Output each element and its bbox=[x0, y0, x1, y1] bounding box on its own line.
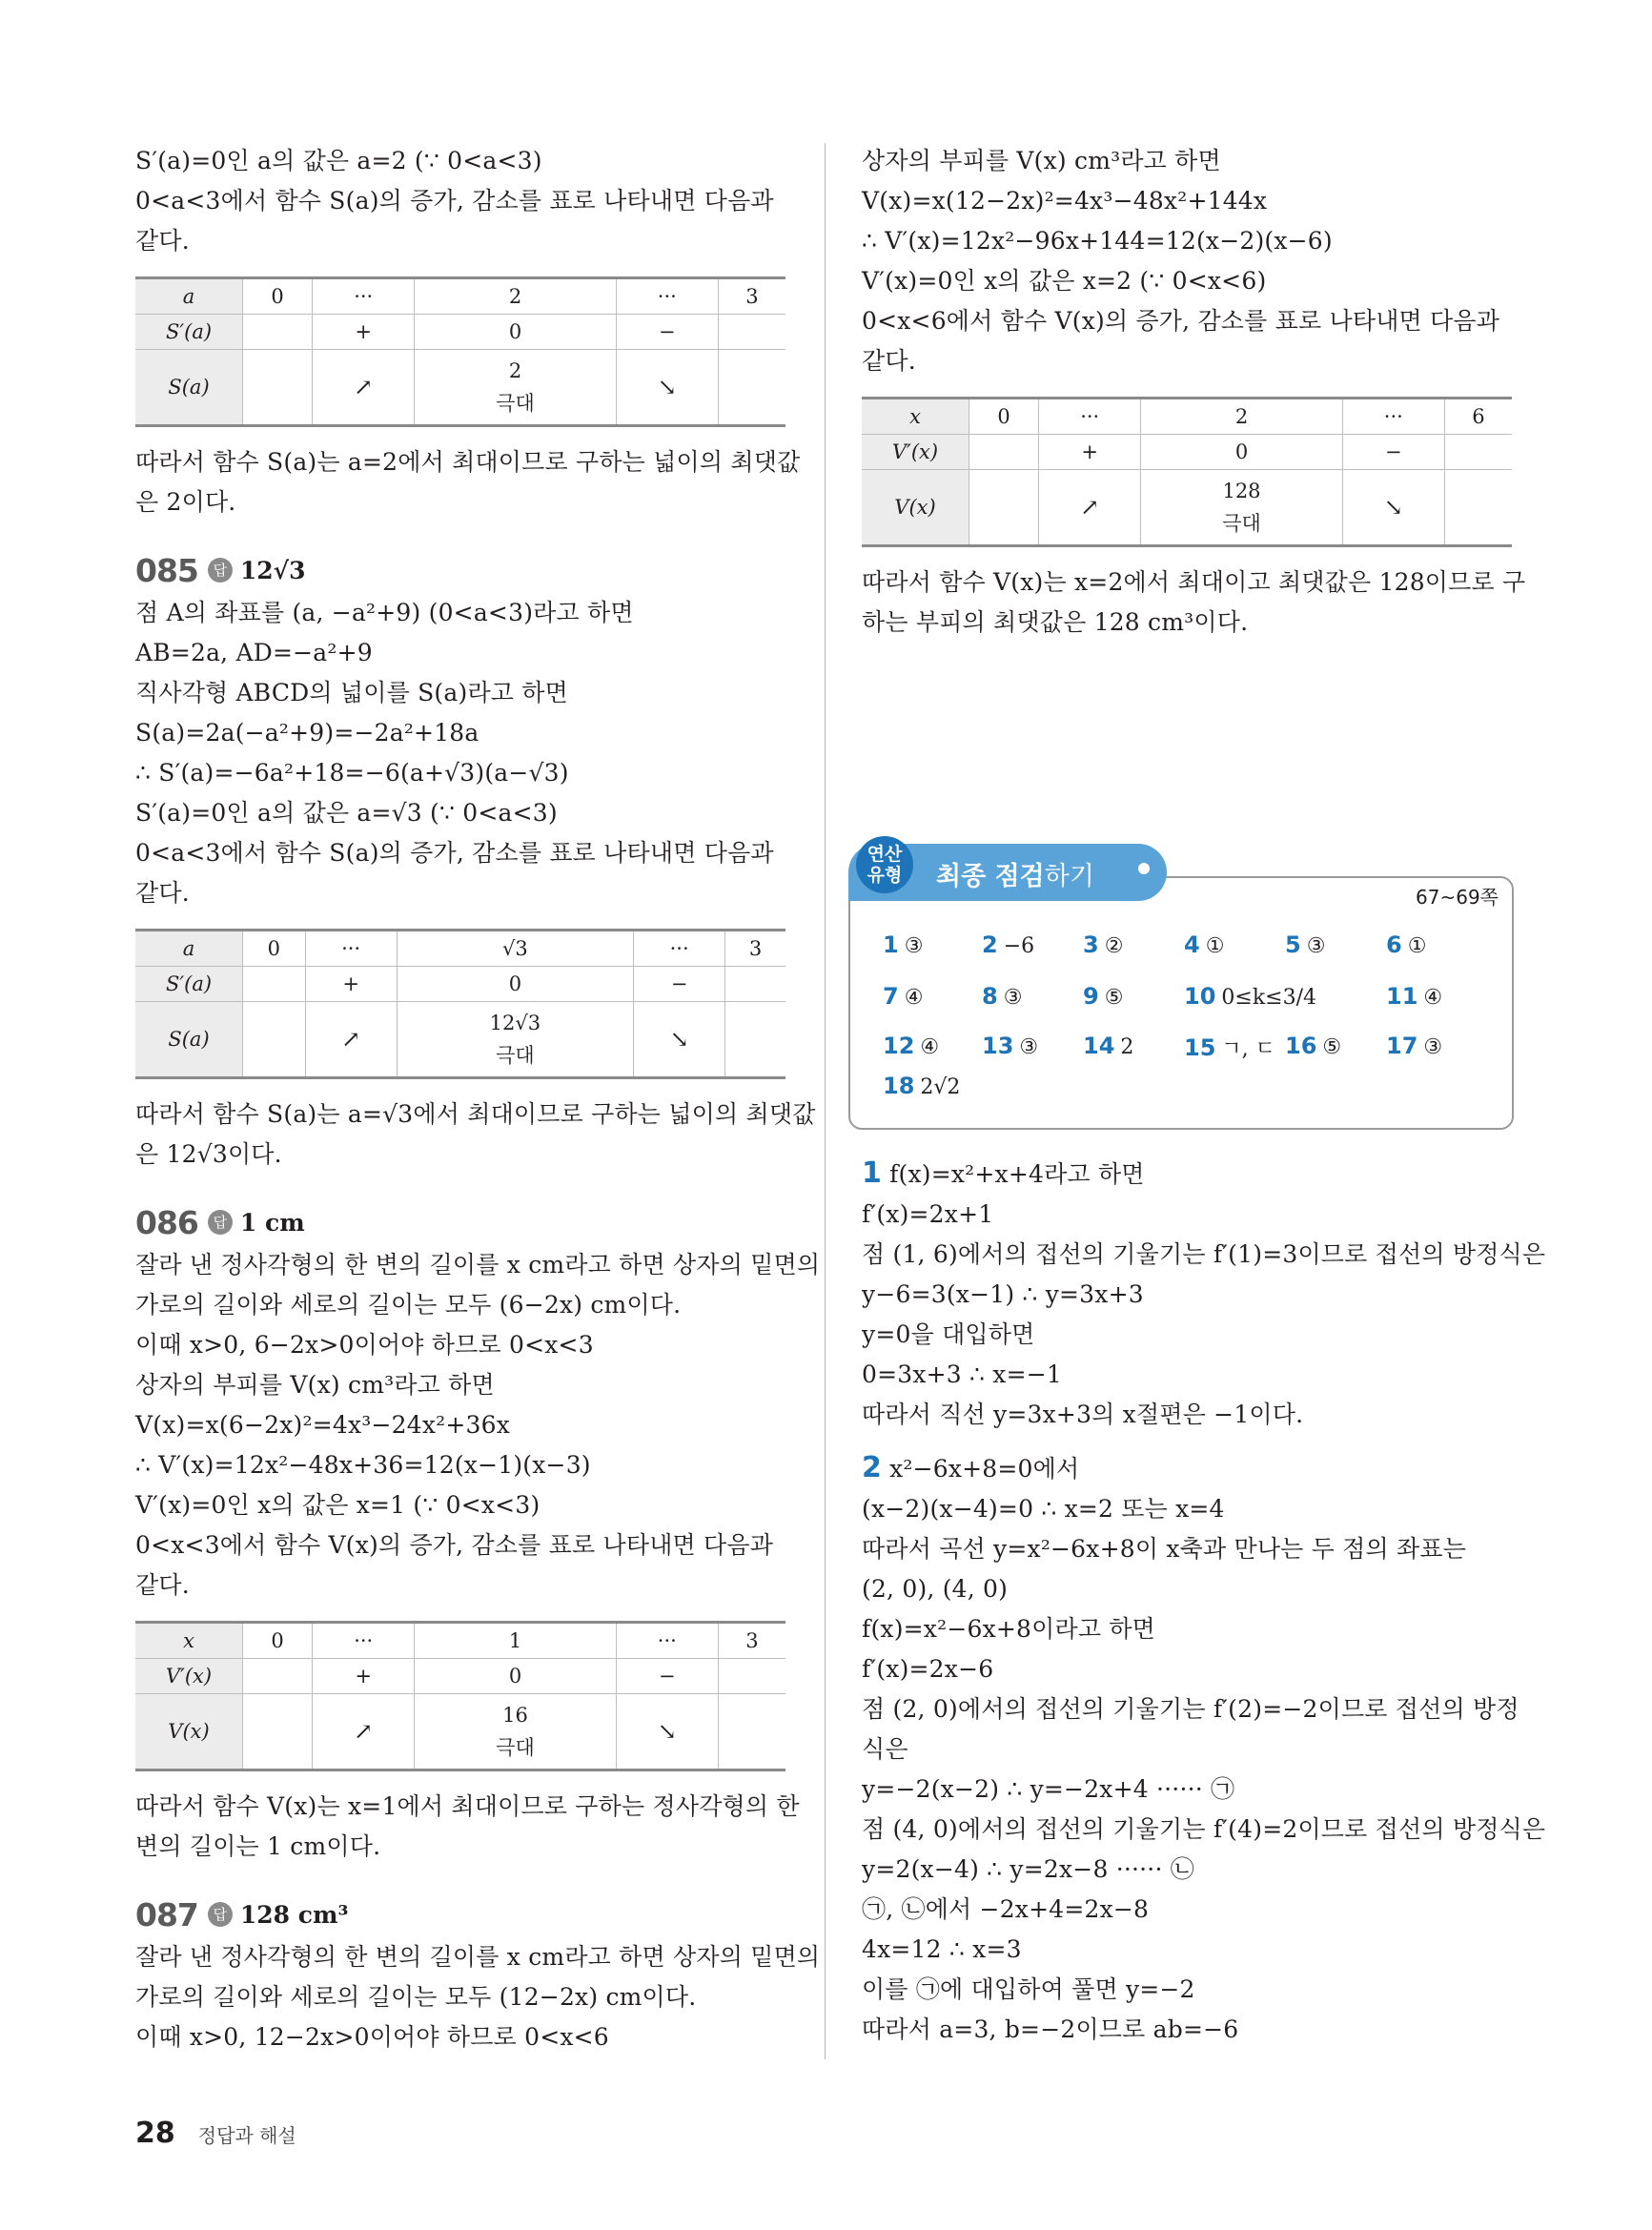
answer-item bbox=[1285, 1033, 1341, 1059]
table-cell: 3 bbox=[725, 931, 785, 967]
text-line: 점 (2, 0)에서의 접선의 기울기는 f′(2)=−2이므로 접선의 방정 bbox=[862, 1695, 1519, 1723]
solutions-column bbox=[862, 1154, 1546, 2050]
text-line: ∴ V′(x)=12x²−48x+36=12(x−1)(x−3) bbox=[135, 1451, 591, 1479]
answer-item bbox=[1184, 1033, 1275, 1062]
answer-number: 15 bbox=[1184, 1034, 1216, 1061]
answer-value: ③ bbox=[904, 934, 924, 958]
answer-value: ⑤ bbox=[1104, 986, 1124, 1010]
final-check-title bbox=[936, 855, 1094, 892]
table-cell: 0 bbox=[243, 278, 313, 315]
text-line: 하는 부피의 최댓값은 128 cm³이다. bbox=[862, 608, 1249, 636]
table-cell: S(a) bbox=[135, 350, 243, 426]
text-line: 같다. bbox=[135, 227, 190, 255]
left-column bbox=[135, 141, 821, 2057]
answer-value: ① bbox=[1407, 934, 1427, 958]
table-cell bbox=[718, 315, 785, 350]
text-line: 0<a<3에서 함수 S(a)의 증가, 감소를 표로 나타내면 다음과 bbox=[135, 187, 774, 215]
table-cell: + bbox=[313, 1659, 415, 1694]
text-line: 점 (4, 0)에서의 접선의 기울기는 f′(4)=2이므로 접선의 방정식은 bbox=[862, 1815, 1546, 1843]
answer-item bbox=[1083, 1033, 1133, 1059]
text-line: ∴ V′(x)=12x²−96x+144=12(x−2)(x−6) bbox=[862, 227, 1333, 255]
table-cell bbox=[969, 435, 1039, 470]
table-cell bbox=[718, 1694, 785, 1770]
answer-value: 2 bbox=[1120, 1035, 1134, 1059]
text-line: 이때 x>0, 6−2x>0이어야 하므로 0<x<3 bbox=[135, 1331, 594, 1359]
answer-value: ③ bbox=[1423, 1035, 1443, 1059]
table-cell bbox=[1444, 470, 1512, 546]
increase-arrow-icon: ↗ bbox=[1039, 470, 1141, 546]
text-line: 가로의 길이와 세로의 길이는 모두 (6−2x) cm이다. bbox=[135, 1291, 682, 1319]
solution-1-first-line bbox=[862, 1154, 1518, 1195]
variation-table-085 bbox=[135, 929, 785, 1079]
text-line: 식은 bbox=[862, 1735, 908, 1763]
increase-arrow-icon: ↗ bbox=[305, 1002, 397, 1078]
answer-number: 14 bbox=[1083, 1033, 1115, 1059]
answer-value: ① bbox=[1205, 934, 1225, 958]
answer-item bbox=[883, 1033, 939, 1059]
text-line: (x−2)(x−4)=0 ∴ x=2 또는 x=4 bbox=[862, 1495, 1225, 1523]
text-line: 잘라 낸 정사각형의 한 변의 길이를 x cm라고 하면 상자의 밑면의 bbox=[135, 1251, 821, 1279]
text-line: 잘라 낸 정사각형의 한 변의 길이를 x cm라고 하면 상자의 밑면의 bbox=[135, 1943, 821, 1971]
page-footer bbox=[135, 2117, 296, 2150]
text-line: 은 2이다. bbox=[135, 488, 236, 516]
title-bold: 최종 점검 bbox=[936, 862, 1045, 891]
answer-item bbox=[883, 931, 923, 958]
answer-value: ④ bbox=[1423, 986, 1443, 1010]
table-cell: 2 bbox=[415, 278, 616, 315]
table-cell: 0 bbox=[243, 931, 306, 967]
answer-item bbox=[1386, 983, 1442, 1010]
table-cell: 0 bbox=[969, 399, 1039, 435]
text-line: V′(x)=0인 x의 값은 x=2 (∵ 0<x<6) bbox=[862, 267, 1267, 295]
text-line: 4x=12 ∴ x=3 bbox=[862, 1935, 1022, 1963]
answer-number: 5 bbox=[1285, 931, 1301, 958]
answer-value: ③ bbox=[1003, 986, 1023, 1010]
max-label: 극대 bbox=[496, 392, 535, 415]
table-cell-max bbox=[1141, 470, 1342, 546]
text-line: V′(x)=0인 x의 값은 x=1 (∵ 0<x<3) bbox=[135, 1491, 540, 1519]
answer-number: 11 bbox=[1386, 983, 1418, 1010]
max-value: 128 bbox=[1222, 480, 1261, 502]
text-line: S′(a)=0인 a의 값은 a=√3 (∵ 0<a<3) bbox=[135, 799, 558, 827]
text-line: ∴ S′(a)=−6a²+18=−6(a+√3)(a−√3) bbox=[135, 759, 569, 787]
answer-value: ④ bbox=[904, 986, 924, 1010]
footer-title: 정답과 해설 bbox=[197, 2124, 296, 2147]
answer-item bbox=[1184, 931, 1224, 958]
text-line: 따라서 함수 V(x)는 x=2에서 최대이고 최댓값은 128이므로 구 bbox=[862, 568, 1526, 596]
text-line: y=2(x−4) ∴ y=2x−8 ······ ㉡ bbox=[862, 1855, 1194, 1883]
decrease-arrow-icon: ↘ bbox=[616, 350, 718, 426]
table-cell: ··· bbox=[313, 1623, 415, 1659]
text-line: 따라서 a=3, b=−2이므로 ab=−6 bbox=[862, 2015, 1239, 2043]
text-line: AB=2a, AD=−a²+9 bbox=[135, 639, 373, 666]
text-line: f(x)=x²−6x+8이라고 하면 bbox=[862, 1615, 1156, 1643]
answer-number: 3 bbox=[1083, 931, 1099, 958]
max-value: 12√3 bbox=[489, 1012, 541, 1034]
answer-value: ③ bbox=[1019, 1035, 1039, 1059]
column-divider bbox=[825, 143, 826, 2059]
table-cell: 3 bbox=[718, 1623, 785, 1659]
table-cell: a bbox=[135, 931, 243, 967]
text-line: 따라서 함수 S(a)는 a=2에서 최대이므로 구하는 넓이의 최댓값 bbox=[135, 448, 801, 476]
table-cell bbox=[243, 967, 306, 1002]
text-line: 따라서 직선 y=3x+3의 x절편은 −1이다. bbox=[862, 1401, 1304, 1428]
text-line: 은 12√3이다. bbox=[135, 1140, 282, 1168]
text-line: ㉠, ㉡에서 −2x+4=2x−8 bbox=[862, 1895, 1150, 1923]
answer-number: 18 bbox=[883, 1073, 915, 1099]
text-line: 따라서 함수 S(a)는 a=√3에서 최대이므로 구하는 넓이의 최댓값 bbox=[135, 1100, 816, 1128]
table-cell-max bbox=[415, 350, 616, 426]
max-label: 극대 bbox=[1222, 512, 1261, 535]
text-line: 상자의 부피를 V(x) cm³라고 하면 bbox=[135, 1371, 495, 1399]
answer-number: 10 bbox=[1184, 983, 1216, 1010]
problem-number: 087 bbox=[135, 1895, 198, 1933]
text-line: x²−6x+8=0에서 bbox=[889, 1455, 1080, 1483]
table-cell bbox=[243, 315, 313, 350]
problem-header-086 bbox=[135, 1199, 791, 1245]
table-cell: x bbox=[135, 1623, 243, 1659]
answer-badge: 답 bbox=[208, 1210, 233, 1235]
problem-answer: 1 cm bbox=[239, 1208, 305, 1237]
table-cell: V(x) bbox=[862, 470, 969, 546]
text-line: 직사각형 ABCD의 넓이를 S(a)라고 하면 bbox=[135, 679, 568, 706]
decrease-arrow-icon: ↘ bbox=[634, 1002, 725, 1078]
text-line: f(x)=x²+x+4라고 하면 bbox=[889, 1160, 1145, 1188]
text-line: 점 (1, 6)에서의 접선의 기울기는 f′(1)=3이므로 접선의 방정식은 bbox=[862, 1240, 1546, 1268]
table-cell: 6 bbox=[1444, 399, 1512, 435]
solution-2-first-line bbox=[862, 1448, 1518, 1489]
answer-item bbox=[1083, 931, 1123, 958]
answer-badge: 답 bbox=[208, 1902, 233, 1927]
text-line: 같다. bbox=[135, 879, 190, 907]
table-cell bbox=[725, 967, 785, 1002]
text-line: 상자의 부피를 V(x) cm³라고 하면 bbox=[862, 147, 1221, 174]
text-line: 따라서 함수 V(x)는 x=1에서 최대이므로 구하는 정사각형의 한 bbox=[135, 1792, 800, 1820]
table-cell: S(a) bbox=[135, 1002, 243, 1078]
variation-table-086 bbox=[135, 1621, 785, 1771]
table-cell: a bbox=[135, 278, 243, 315]
variation-table-087 bbox=[862, 397, 1512, 547]
answer-badge: 답 bbox=[208, 558, 233, 583]
table-cell: S′(a) bbox=[135, 315, 243, 350]
table-cell: 0 bbox=[1141, 435, 1342, 470]
increase-arrow-icon: ↗ bbox=[313, 1694, 415, 1770]
badge-line: 유형 bbox=[867, 865, 903, 886]
answer-number: 6 bbox=[1386, 931, 1402, 958]
table-cell: + bbox=[313, 315, 415, 350]
text-line: (2, 0), (4, 0) bbox=[862, 1575, 1009, 1603]
text-line: S′(a)=0인 a의 값은 a=2 (∵ 0<a<3) bbox=[135, 147, 542, 174]
table-cell: ··· bbox=[1039, 399, 1141, 435]
table-cell: − bbox=[616, 315, 718, 350]
increase-arrow-icon: ↗ bbox=[313, 350, 415, 426]
answer-number: 2 bbox=[982, 931, 998, 958]
dot-icon bbox=[1138, 863, 1150, 874]
table-cell: 0 bbox=[243, 1623, 313, 1659]
text-line: 이를 ㉠에 대입하여 풀면 y=−2 bbox=[862, 1975, 1195, 2003]
table-cell: − bbox=[1342, 435, 1444, 470]
table-cell: V′(x) bbox=[135, 1659, 243, 1694]
table-cell: √3 bbox=[397, 931, 633, 967]
text-line: 이때 x>0, 12−2x>0이어야 하므로 0<x<6 bbox=[135, 2023, 609, 2051]
text-line: 같다. bbox=[862, 347, 916, 375]
table-cell bbox=[718, 1659, 785, 1694]
problem-answer: 128 cm³ bbox=[239, 1900, 349, 1929]
text-line: y−6=3(x−1) ∴ y=3x+3 bbox=[862, 1280, 1144, 1308]
table-cell bbox=[243, 1002, 306, 1078]
section-badge bbox=[856, 836, 913, 893]
text-line: f′(x)=2x−6 bbox=[862, 1655, 994, 1683]
table-cell-max bbox=[415, 1694, 616, 1770]
text-line: y=0을 대입하면 bbox=[862, 1320, 1035, 1348]
table-cell bbox=[718, 350, 785, 426]
text-line: f′(x)=2x+1 bbox=[862, 1200, 994, 1228]
table-cell: V(x) bbox=[135, 1694, 243, 1770]
table-cell bbox=[243, 1659, 313, 1694]
answer-number: 12 bbox=[883, 1033, 915, 1059]
answer-value: ④ bbox=[920, 1035, 940, 1059]
answer-number: 17 bbox=[1386, 1033, 1418, 1059]
answer-item bbox=[1386, 931, 1426, 958]
answer-item bbox=[982, 1033, 1038, 1059]
page-range: 67~69쪽 bbox=[1416, 886, 1499, 909]
text-line: y=−2(x−2) ∴ y=−2x+4 ······ ㉠ bbox=[862, 1775, 1235, 1803]
table-cell: ··· bbox=[616, 1623, 718, 1659]
decrease-arrow-icon: ↘ bbox=[616, 1694, 718, 1770]
answer-number: 7 bbox=[883, 983, 899, 1010]
table-cell: ··· bbox=[1342, 399, 1444, 435]
text-line: 0<x<6에서 함수 V(x)의 증가, 감소를 표로 나타내면 다음과 bbox=[862, 307, 1500, 335]
text-line: 가로의 길이와 세로의 길이는 모두 (12−2x) cm이다. bbox=[135, 1983, 697, 2011]
max-value: 16 bbox=[502, 1704, 528, 1727]
title-rest: 하기 bbox=[1044, 862, 1094, 891]
answer-item bbox=[1285, 931, 1325, 958]
table-cell: ··· bbox=[305, 931, 397, 967]
text-line: S(a)=2a(−a²+9)=−2a²+18a bbox=[135, 719, 479, 747]
table-cell: − bbox=[634, 967, 725, 1002]
variation-table-1 bbox=[135, 276, 785, 427]
answer-number: 9 bbox=[1083, 983, 1099, 1010]
answer-number: 16 bbox=[1285, 1033, 1317, 1059]
answer-item bbox=[982, 931, 1034, 958]
answer-value: 2√2 bbox=[920, 1075, 961, 1099]
answer-value: ⑤ bbox=[1322, 1035, 1342, 1059]
table-cell: + bbox=[1039, 435, 1141, 470]
badge-line: 연산 bbox=[867, 844, 903, 865]
answer-number: 4 bbox=[1184, 931, 1200, 958]
answer-value: 0≤k≤3/4 bbox=[1221, 986, 1317, 1010]
table-cell: V′(x) bbox=[862, 435, 969, 470]
solution-number: 2 bbox=[862, 1451, 883, 1484]
table-cell: 0 bbox=[415, 1659, 616, 1694]
table-cell-max bbox=[397, 1002, 633, 1078]
answer-item bbox=[1386, 1033, 1442, 1059]
answer-item bbox=[1184, 983, 1316, 1010]
answer-item bbox=[883, 1073, 960, 1099]
table-cell bbox=[725, 1002, 785, 1078]
solution-number: 1 bbox=[862, 1156, 883, 1190]
text-line: V(x)=x(6−2x)²=4x³−24x²+36x bbox=[135, 1411, 511, 1439]
max-label: 극대 bbox=[496, 1736, 535, 1759]
table-cell: ··· bbox=[313, 278, 415, 315]
max-value: 2 bbox=[508, 359, 522, 382]
answer-value: ③ bbox=[1306, 934, 1326, 958]
text-line: V(x)=x(12−2x)²=4x³−48x²+144x bbox=[862, 187, 1268, 215]
table-cell: + bbox=[305, 967, 397, 1002]
text-line: 점 A의 좌표를 (a, −a²+9) (0<a<3)라고 하면 bbox=[135, 599, 634, 626]
right-column bbox=[862, 141, 1526, 643]
spacer bbox=[862, 1435, 1518, 1448]
answer-value: ㄱ, ㄷ bbox=[1221, 1037, 1275, 1061]
problem-number: 086 bbox=[135, 1203, 198, 1241]
page-number: 28 bbox=[135, 2117, 175, 2150]
answer-item bbox=[982, 983, 1022, 1010]
answer-value: −6 bbox=[1003, 934, 1035, 958]
answer-number: 1 bbox=[883, 931, 899, 958]
text-line: 변의 길이는 1 cm이다. bbox=[135, 1832, 381, 1860]
answer-item bbox=[1083, 983, 1123, 1010]
text-line: 0<x<3에서 함수 V(x)의 증가, 감소를 표로 나타내면 다음과 bbox=[135, 1531, 774, 1559]
text-line: 같다. bbox=[135, 1571, 190, 1599]
table-cell: x bbox=[862, 399, 969, 435]
problem-number: 085 bbox=[135, 551, 198, 589]
problem-answer: 12√3 bbox=[239, 556, 306, 584]
answer-item bbox=[883, 983, 923, 1010]
decrease-arrow-icon: ↘ bbox=[1342, 470, 1444, 546]
table-cell: ··· bbox=[634, 931, 725, 967]
table-cell bbox=[969, 470, 1039, 546]
problem-header-085 bbox=[135, 547, 791, 593]
text-line: 따라서 곡선 y=x²−6x+8이 x축과 만나는 두 점의 좌표는 bbox=[862, 1535, 1467, 1563]
table-cell: 3 bbox=[718, 278, 785, 315]
table-cell: S′(a) bbox=[135, 967, 243, 1002]
answer-number: 8 bbox=[982, 983, 998, 1010]
table-cell: − bbox=[616, 1659, 718, 1694]
table-cell: 2 bbox=[1141, 399, 1342, 435]
max-label: 극대 bbox=[496, 1044, 535, 1067]
table-cell bbox=[243, 350, 313, 426]
table-cell: 0 bbox=[415, 315, 616, 350]
text-line: 0=3x+3 ∴ x=−1 bbox=[862, 1361, 1063, 1388]
text-line: 0<a<3에서 함수 S(a)의 증가, 감소를 표로 나타내면 다음과 bbox=[135, 839, 774, 867]
answer-number: 13 bbox=[982, 1033, 1014, 1059]
table-cell: 1 bbox=[415, 1623, 616, 1659]
table-cell: ··· bbox=[616, 278, 718, 315]
table-cell bbox=[1444, 435, 1512, 470]
table-cell: 0 bbox=[397, 967, 633, 1002]
answer-value: ② bbox=[1104, 934, 1124, 958]
problem-header-087 bbox=[135, 1892, 791, 1937]
table-cell bbox=[243, 1694, 313, 1770]
